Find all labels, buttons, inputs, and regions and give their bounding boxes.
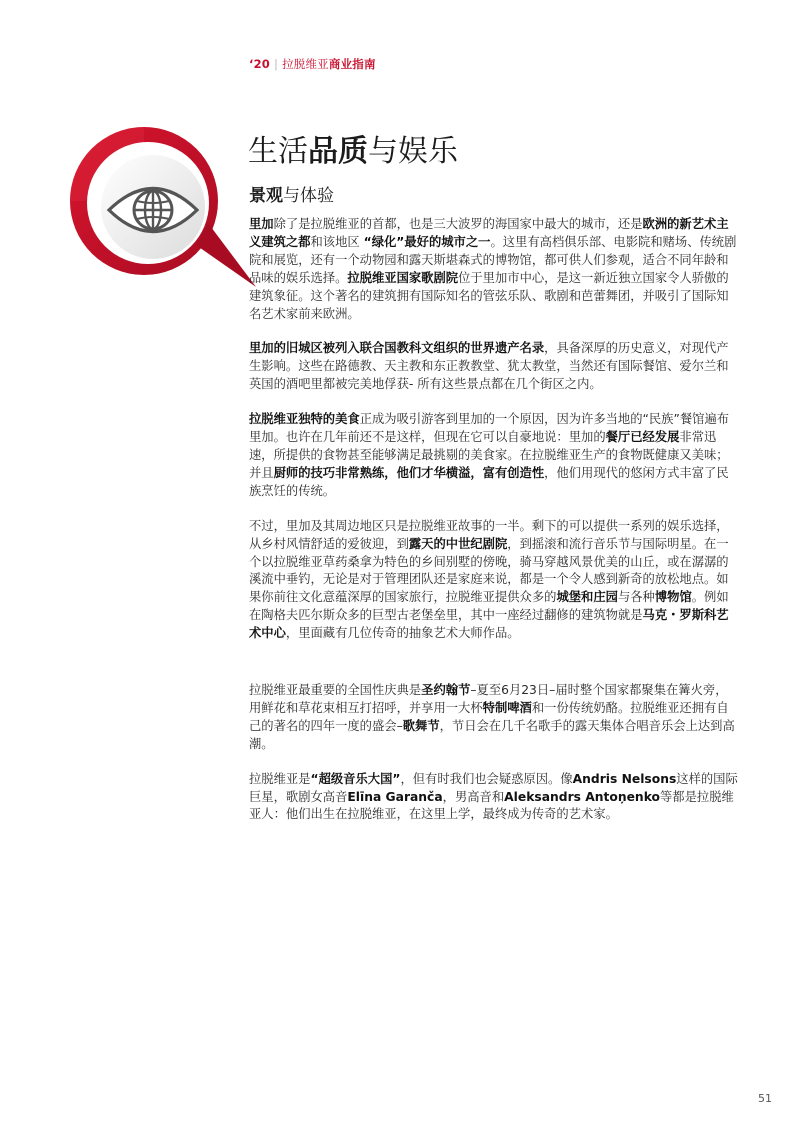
text-run: ，到摇滚和流行音乐节与国际明星。在一个以拉脱维亚草药桑拿为特色的乡间别墅的傍晚，骑马穿越风景优美的山丘，或在潺潺的溪流中垂钓，无论是对于管理团队还是家庭来说，都是一个令人感到新奇的放松地点。如果你前往文化意蕴深厚的国家旅行，拉脱维亚提供众多的	[249, 536, 729, 605]
text-run: 等都是拉脱维亚人：他们出生在拉脱维亚，在这里上学，最终成为传奇的艺术家。	[249, 789, 734, 822]
emphasis-text: “绿化”最好的城市之一	[363, 234, 491, 249]
text-run: ，但有时我们也会疑惑原因。像	[400, 771, 573, 786]
eye-globe-icon	[56, 127, 256, 297]
text-run: 这样的国际巨星，歌剧女高音	[249, 771, 738, 804]
paragraph-6	[249, 771, 739, 825]
emphasis-text: Aleksandrs Antoņenko	[504, 789, 660, 804]
text-run: ，里面藏有几位传奇的抽象艺术大师作品。	[285, 626, 520, 641]
subtitle-bold: 景观	[249, 186, 283, 206]
subtitle-rest: 与体验	[283, 186, 334, 206]
emphasis-text: 餐厅已经发展	[605, 430, 680, 445]
text-run: ，男高音和	[442, 789, 505, 804]
text-run: ，具备深厚的历史意义，对现代产生影响。这些在路德教、天主教和东正教教堂、犹太教堂，当然还有国际餐馆、爱尔兰和英国的酒吧里都被完美地俘获- 所有这些景点都在几个街区之内。	[249, 341, 729, 392]
body-text	[249, 216, 739, 841]
emphasis-text: Elīna Garanča	[347, 789, 443, 804]
text-run: 正成为吸引游客到里加的一个原因，因为许多当地的“民族”餐馆遍布里加。也许在几年前还不是这样，但现在它可以自豪地说：里加的	[249, 412, 730, 445]
emphasis-text: 里加的旧城区被列入联合国教科文组织的世界遗产名录	[249, 341, 545, 356]
emphasis-text: 马克・罗斯科艺术中心	[249, 608, 729, 641]
emphasis-text: 欧洲的新艺术主义建筑之都	[249, 217, 729, 249]
paragraph-2	[249, 340, 739, 394]
header-prefix: 拉脱维亚	[282, 57, 329, 71]
header-year: ‘20	[249, 57, 270, 71]
emphasis-text: 拉脱维亚独特的美食	[249, 412, 360, 427]
text-run: 与各种	[617, 590, 655, 605]
emphasis-text: “超级音乐大国”	[310, 771, 401, 786]
emphasis-text: 歌舞节	[402, 718, 440, 733]
emphasis-text: 露天的中世纪剧院	[408, 536, 508, 551]
text-run: 。例如在陶格夫匹尔斯众多的巨型古老堡垒里，其中一座经过翻修的建筑物就是	[249, 590, 729, 623]
page-number: 51	[758, 1092, 772, 1105]
text-run: 除了是拉脱维亚的首都，也是三大波罗的海国家中最大的城市，还是	[273, 217, 643, 231]
title-bold: 品质	[308, 134, 368, 169]
text-run: 位于里加市中心，是这一新近独立国家令人骄傲的建筑象征。这个著名的建筑拥有国际知名的管弦乐队、歌剧和芭蕾舞团，并吸引了国际知名艺术家前来欧洲。	[249, 270, 729, 321]
title-part2: 与娱乐	[368, 134, 458, 169]
emphasis-text: 拉脱维亚国家歌剧院	[347, 270, 459, 285]
emphasis-text: 里加	[249, 217, 274, 231]
section-subtitle	[249, 181, 334, 206]
text-run: 不过，里加及其周边地区只是拉脱维亚故事的一半。剩下的可以提供一系列的娱乐选择，从乡村风情舒适的爱彼迎，到	[249, 518, 729, 551]
paragraph-5	[249, 682, 739, 754]
page-title	[248, 126, 458, 170]
text-run: 拉脱维亚是	[249, 771, 311, 786]
paragraph-1	[249, 216, 739, 323]
text-run: 和一份传统奶酪。拉脱维亚还拥有自己的著名的四年一度的盛会–	[249, 700, 729, 733]
title-part1: 生活	[248, 134, 308, 169]
emphasis-text: 厨师的技巧非常熟练，他们才华横溢，富有创造性	[273, 465, 545, 480]
emphasis-text: 城堡和庄园	[556, 590, 618, 605]
text-run: ，他们用现代的悠闲方式丰富了民族烹饪的传统。	[249, 465, 729, 498]
emphasis-text: 特制啤酒	[482, 700, 532, 715]
running-header	[249, 56, 376, 72]
emphasis-text: 博物馆	[654, 590, 692, 605]
text-run: 和该地区	[310, 234, 364, 249]
header-separator: |	[273, 57, 279, 71]
paragraph-3	[249, 411, 739, 501]
header-strong: 商业指南	[328, 57, 376, 71]
text-run: 拉脱维亚最重要的全国性庆典是	[249, 683, 422, 698]
text-run: ，节日会在几千名歌手的露天集体合唱音乐会上达到高潮。	[249, 718, 735, 751]
text-run: –夏至6月23日–届时整个国家都聚集在篝火旁，用鲜花和草花束相互打招呼，并享用一大杯	[249, 683, 728, 715]
emphasis-text: Andris Nelsons	[572, 771, 677, 786]
emphasis-text: 圣约翰节	[421, 683, 471, 698]
text-run: 非常迅速，所提供的食物甚至能够满足最挑剔的美食家。在拉脱维亚生产的食物既健康又美味；并且	[249, 430, 729, 480]
text-run: 。这里有高档俱乐部、电影院和赌场、传统剧院和展览，还有一个动物园和露天斯堪森式的博物馆，都可供人们参观，适合不同年龄和品味的娱乐选择。	[249, 234, 737, 285]
paragraph-4	[249, 518, 739, 643]
